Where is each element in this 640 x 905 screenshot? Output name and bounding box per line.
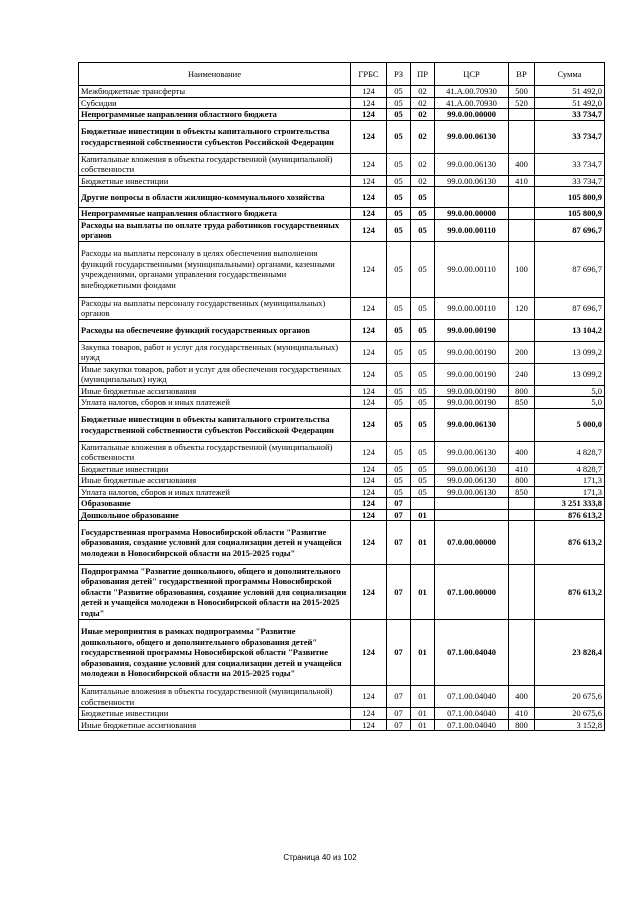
cell-vr: 410 — [509, 175, 535, 187]
cell-name: Расходы на обеспечение функций государственных органов — [79, 319, 351, 341]
table-row — [79, 319, 605, 341]
cell-pr: 01 — [411, 719, 435, 731]
table-row — [79, 397, 605, 409]
cell-vr: 800 — [509, 719, 535, 731]
cell-grbs: 124 — [351, 620, 387, 686]
table-row — [79, 187, 605, 208]
cell-pr: 05 — [411, 486, 435, 498]
cell-rz: 05 — [387, 385, 411, 397]
cell-vr — [509, 120, 535, 153]
cell-vr: 410 — [509, 463, 535, 475]
cell-vr — [509, 498, 535, 510]
cell-sum: 33 734,7 — [535, 120, 605, 153]
cell-grbs: 124 — [351, 120, 387, 153]
cell-name: Уплата налогов, сборов и иных платежей — [79, 397, 351, 409]
cell-sum: 13 099,2 — [535, 341, 605, 363]
cell-rz: 05 — [387, 241, 411, 297]
cell-pr: 05 — [411, 363, 435, 385]
cell-sum: 13 104,2 — [535, 319, 605, 341]
cell-name: Капитальные вложения в объекты государственной (муниципальной) собственности — [79, 686, 351, 708]
cell-sum: 33 734,7 — [535, 153, 605, 175]
cell-grbs: 124 — [351, 219, 387, 241]
cell-grbs: 124 — [351, 109, 387, 121]
cell-csr — [435, 187, 509, 208]
cell-vr: 800 — [509, 385, 535, 397]
table-row — [79, 120, 605, 153]
cell-sum: 3 152,8 — [535, 719, 605, 731]
cell-pr: 05 — [411, 187, 435, 208]
cell-csr: 41.А.00.70930 — [435, 86, 509, 98]
cell-grbs: 124 — [351, 463, 387, 475]
cell-name: Бюджетные инвестиции — [79, 463, 351, 475]
cell-pr: 01 — [411, 565, 435, 620]
cell-vr: 400 — [509, 441, 535, 463]
cell-csr — [435, 509, 509, 521]
header-name: Наименование — [79, 63, 351, 86]
cell-vr — [509, 521, 535, 565]
cell-csr — [435, 498, 509, 510]
cell-vr: 400 — [509, 686, 535, 708]
cell-rz: 05 — [387, 319, 411, 341]
cell-grbs: 124 — [351, 708, 387, 720]
cell-rz: 05 — [387, 219, 411, 241]
cell-pr: 02 — [411, 120, 435, 153]
page-number: Страница 40 из 102 — [283, 853, 357, 862]
cell-pr: 01 — [411, 686, 435, 708]
cell-rz: 05 — [387, 97, 411, 109]
cell-pr: 05 — [411, 208, 435, 220]
cell-vr: 410 — [509, 708, 535, 720]
cell-csr: 99.0.00.06130 — [435, 475, 509, 487]
cell-sum: 3 251 333,8 — [535, 498, 605, 510]
cell-csr: 99.0.00.00190 — [435, 363, 509, 385]
cell-csr: 07.1.00.04040 — [435, 620, 509, 686]
table-row — [79, 719, 605, 731]
cell-rz: 05 — [387, 86, 411, 98]
cell-pr: 01 — [411, 708, 435, 720]
cell-grbs: 124 — [351, 363, 387, 385]
cell-rz: 07 — [387, 620, 411, 686]
cell-pr: 05 — [411, 297, 435, 319]
cell-grbs: 124 — [351, 97, 387, 109]
cell-name: Непрограммные направления областного бюджета — [79, 109, 351, 121]
header-grbs: ГРБС — [351, 63, 387, 86]
cell-pr: 05 — [411, 397, 435, 409]
cell-csr: 99.0.00.06130 — [435, 441, 509, 463]
cell-pr: 05 — [411, 475, 435, 487]
cell-sum: 51 492,0 — [535, 86, 605, 98]
cell-name: Другие вопросы в области жилищно-коммунального хозяйства — [79, 187, 351, 208]
cell-rz: 05 — [387, 463, 411, 475]
cell-pr — [411, 498, 435, 510]
budget-table — [78, 62, 605, 731]
cell-pr: 05 — [411, 219, 435, 241]
cell-csr: 99.0.00.00190 — [435, 385, 509, 397]
cell-grbs: 124 — [351, 153, 387, 175]
cell-pr: 02 — [411, 175, 435, 187]
cell-name: Государственная программа Новосибирской области "Развитие образования, создание условий для социализации детей и учащейся молодежи в Новосибирской области на 2015-2025 годы" — [79, 521, 351, 565]
cell-pr: 05 — [411, 341, 435, 363]
cell-csr: 99.0.00.00110 — [435, 219, 509, 241]
cell-rz: 07 — [387, 719, 411, 731]
cell-name: Иные бюджетные ассигнования — [79, 475, 351, 487]
table-row — [79, 341, 605, 363]
table-row — [79, 486, 605, 498]
cell-pr: 02 — [411, 86, 435, 98]
table-row — [79, 219, 605, 241]
document-page — [78, 62, 604, 731]
cell-csr: 99.0.00.00190 — [435, 397, 509, 409]
cell-name: Иные мероприятия в рамках подпрограммы "Развитие дошкольного, общего и дополнительного образования детей" государственной программы Новосибирской области "Развитие образования, создание условий для социализации детей и учащейся молодежи в Новосибирской области на 2015-2025 годы" — [79, 620, 351, 686]
cell-rz: 05 — [387, 153, 411, 175]
cell-name: Бюджетные инвестиции — [79, 175, 351, 187]
cell-name: Расходы на выплаты персоналу в целях обеспечения выполнения функций государственными (муниципальными) органами, казенными учреждениями, органами управления государственными внебюджетными фондами — [79, 241, 351, 297]
cell-grbs: 124 — [351, 208, 387, 220]
table-header-row — [79, 63, 605, 86]
table-row — [79, 708, 605, 720]
cell-vr: 200 — [509, 341, 535, 363]
cell-vr — [509, 109, 535, 121]
cell-grbs: 124 — [351, 565, 387, 620]
cell-name: Расходы на выплаты по оплате труда работников государственных органов — [79, 219, 351, 241]
cell-rz: 05 — [387, 187, 411, 208]
table-row — [79, 408, 605, 441]
cell-sum: 5 000,0 — [535, 408, 605, 441]
cell-csr: 07.1.00.00000 — [435, 565, 509, 620]
cell-rz: 07 — [387, 498, 411, 510]
cell-csr: 99.0.00.06130 — [435, 408, 509, 441]
cell-grbs: 124 — [351, 486, 387, 498]
cell-rz: 07 — [387, 521, 411, 565]
cell-vr: 850 — [509, 486, 535, 498]
cell-sum: 4 828,7 — [535, 463, 605, 475]
cell-rz: 07 — [387, 509, 411, 521]
cell-sum: 33 734,7 — [535, 175, 605, 187]
cell-grbs: 124 — [351, 86, 387, 98]
cell-vr — [509, 565, 535, 620]
cell-csr: 07.1.00.04040 — [435, 708, 509, 720]
table-row — [79, 208, 605, 220]
cell-name: Иные бюджетные ассигнования — [79, 385, 351, 397]
cell-name: Межбюджетные трансферты — [79, 86, 351, 98]
cell-pr: 05 — [411, 241, 435, 297]
cell-pr: 05 — [411, 408, 435, 441]
cell-name: Субсидии — [79, 97, 351, 109]
cell-name: Уплата налогов, сборов и иных платежей — [79, 486, 351, 498]
cell-vr: 120 — [509, 297, 535, 319]
cell-sum: 105 800,9 — [535, 187, 605, 208]
cell-sum: 51 492,0 — [535, 97, 605, 109]
cell-sum: 87 696,7 — [535, 241, 605, 297]
cell-name: Бюджетные инвестиции — [79, 708, 351, 720]
cell-csr: 41.А.00.70930 — [435, 97, 509, 109]
header-vr: ВР — [509, 63, 535, 86]
header-sum: Сумма — [535, 63, 605, 86]
cell-grbs: 124 — [351, 397, 387, 409]
cell-vr: 240 — [509, 363, 535, 385]
cell-grbs: 124 — [351, 521, 387, 565]
cell-csr: 99.0.00.00110 — [435, 241, 509, 297]
cell-name: Подпрограмма "Развитие дошкольного, общего и дополнительного образования детей" государственной программы Новосибирской области "Развитие образования, создание условий для социализации детей и учащейся молодежи в Новосибирской области на 2015-2025 годы" — [79, 565, 351, 620]
cell-vr — [509, 620, 535, 686]
cell-grbs: 124 — [351, 719, 387, 731]
cell-vr — [509, 208, 535, 220]
cell-pr: 05 — [411, 319, 435, 341]
cell-name: Бюджетные инвестиции в объекты капитального строительства государственной собственности субъектов Российской Федерации — [79, 120, 351, 153]
cell-rz: 05 — [387, 397, 411, 409]
cell-vr: 520 — [509, 97, 535, 109]
cell-sum: 87 696,7 — [535, 219, 605, 241]
cell-rz: 05 — [387, 441, 411, 463]
table-row — [79, 463, 605, 475]
table-row — [79, 363, 605, 385]
table-row — [79, 175, 605, 187]
cell-name: Непрограммные направления областного бюджета — [79, 208, 351, 220]
cell-grbs: 124 — [351, 509, 387, 521]
cell-sum: 33 734,7 — [535, 109, 605, 121]
cell-grbs: 124 — [351, 175, 387, 187]
cell-vr: 850 — [509, 397, 535, 409]
cell-pr: 02 — [411, 109, 435, 121]
cell-sum: 876 613,2 — [535, 565, 605, 620]
cell-name: Иные закупки товаров, работ и услуг для обеспечения государственных (муниципальных) нужд — [79, 363, 351, 385]
cell-rz: 05 — [387, 120, 411, 153]
cell-csr: 07.1.00.04040 — [435, 719, 509, 731]
table-row — [79, 86, 605, 98]
cell-sum: 23 828,4 — [535, 620, 605, 686]
cell-vr — [509, 408, 535, 441]
table-row — [79, 109, 605, 121]
table-row — [79, 475, 605, 487]
table-body — [79, 86, 605, 731]
cell-rz: 05 — [387, 475, 411, 487]
cell-rz: 05 — [387, 175, 411, 187]
cell-sum: 876 613,2 — [535, 521, 605, 565]
cell-pr: 01 — [411, 521, 435, 565]
cell-name: Образование — [79, 498, 351, 510]
cell-grbs: 124 — [351, 475, 387, 487]
cell-sum: 5,0 — [535, 397, 605, 409]
table-row — [79, 241, 605, 297]
cell-name: Дошкольное образование — [79, 509, 351, 521]
cell-vr: 100 — [509, 241, 535, 297]
cell-name: Закупка товаров, работ и услуг для государственных (муниципальных) нужд — [79, 341, 351, 363]
table-row — [79, 565, 605, 620]
cell-sum: 876 613,2 — [535, 509, 605, 521]
cell-csr: 99.0.00.06130 — [435, 486, 509, 498]
cell-vr: 800 — [509, 475, 535, 487]
cell-rz: 07 — [387, 708, 411, 720]
table-row — [79, 509, 605, 521]
cell-pr: 05 — [411, 441, 435, 463]
cell-vr: 500 — [509, 86, 535, 98]
cell-csr: 99.0.00.06130 — [435, 153, 509, 175]
cell-grbs: 124 — [351, 441, 387, 463]
table-row — [79, 620, 605, 686]
cell-rz: 05 — [387, 486, 411, 498]
cell-rz: 07 — [387, 565, 411, 620]
cell-pr: 01 — [411, 509, 435, 521]
cell-grbs: 124 — [351, 319, 387, 341]
cell-csr: 99.0.00.06130 — [435, 463, 509, 475]
cell-csr: 07.0.00.00000 — [435, 521, 509, 565]
header-csr: ЦСР — [435, 63, 509, 86]
cell-pr: 02 — [411, 153, 435, 175]
cell-rz: 05 — [387, 208, 411, 220]
table-row — [79, 385, 605, 397]
cell-grbs: 124 — [351, 498, 387, 510]
cell-sum: 171,3 — [535, 486, 605, 498]
table-row — [79, 97, 605, 109]
cell-csr: 07.1.00.04040 — [435, 686, 509, 708]
cell-sum: 4 828,7 — [535, 441, 605, 463]
table-row — [79, 153, 605, 175]
cell-csr: 99.0.00.00190 — [435, 341, 509, 363]
cell-pr: 05 — [411, 463, 435, 475]
cell-sum: 87 696,7 — [535, 297, 605, 319]
cell-vr — [509, 219, 535, 241]
cell-name: Капитальные вложения в объекты государственной (муниципальной) собственности — [79, 441, 351, 463]
cell-pr: 01 — [411, 620, 435, 686]
cell-grbs: 124 — [351, 686, 387, 708]
cell-sum: 13 099,2 — [535, 363, 605, 385]
cell-name: Бюджетные инвестиции в объекты капитального строительства государственной собственности субъектов Российской Федерации — [79, 408, 351, 441]
cell-pr: 02 — [411, 97, 435, 109]
cell-grbs: 124 — [351, 408, 387, 441]
cell-name: Иные бюджетные ассигнования — [79, 719, 351, 731]
table-row — [79, 297, 605, 319]
cell-grbs: 124 — [351, 341, 387, 363]
table-row — [79, 686, 605, 708]
cell-sum: 171,3 — [535, 475, 605, 487]
cell-rz: 05 — [387, 109, 411, 121]
cell-csr: 99.0.00.00000 — [435, 109, 509, 121]
cell-sum: 105 800,9 — [535, 208, 605, 220]
cell-rz: 05 — [387, 363, 411, 385]
cell-name: Капитальные вложения в объекты государственной (муниципальной) собственности — [79, 153, 351, 175]
cell-grbs: 124 — [351, 297, 387, 319]
cell-grbs: 124 — [351, 187, 387, 208]
cell-pr: 05 — [411, 385, 435, 397]
cell-rz: 05 — [387, 297, 411, 319]
cell-rz: 05 — [387, 341, 411, 363]
header-rz: РЗ — [387, 63, 411, 86]
table-row — [79, 441, 605, 463]
cell-vr: 400 — [509, 153, 535, 175]
cell-grbs: 124 — [351, 385, 387, 397]
cell-sum: 5,0 — [535, 385, 605, 397]
cell-rz: 07 — [387, 686, 411, 708]
cell-csr: 99.0.00.00110 — [435, 297, 509, 319]
table-row — [79, 521, 605, 565]
header-pr: ПР — [411, 63, 435, 86]
cell-csr: 99.0.00.00000 — [435, 208, 509, 220]
cell-csr: 99.0.00.06130 — [435, 175, 509, 187]
cell-vr — [509, 187, 535, 208]
cell-name: Расходы на выплаты персоналу государственных (муниципальных) органов — [79, 297, 351, 319]
cell-vr — [509, 319, 535, 341]
cell-grbs: 124 — [351, 241, 387, 297]
cell-rz: 05 — [387, 408, 411, 441]
cell-sum: 20 675,6 — [535, 686, 605, 708]
table-row — [79, 498, 605, 510]
cell-vr — [509, 509, 535, 521]
cell-csr: 99.0.00.00190 — [435, 319, 509, 341]
cell-sum: 20 675,6 — [535, 708, 605, 720]
cell-csr: 99.0.00.06130 — [435, 120, 509, 153]
